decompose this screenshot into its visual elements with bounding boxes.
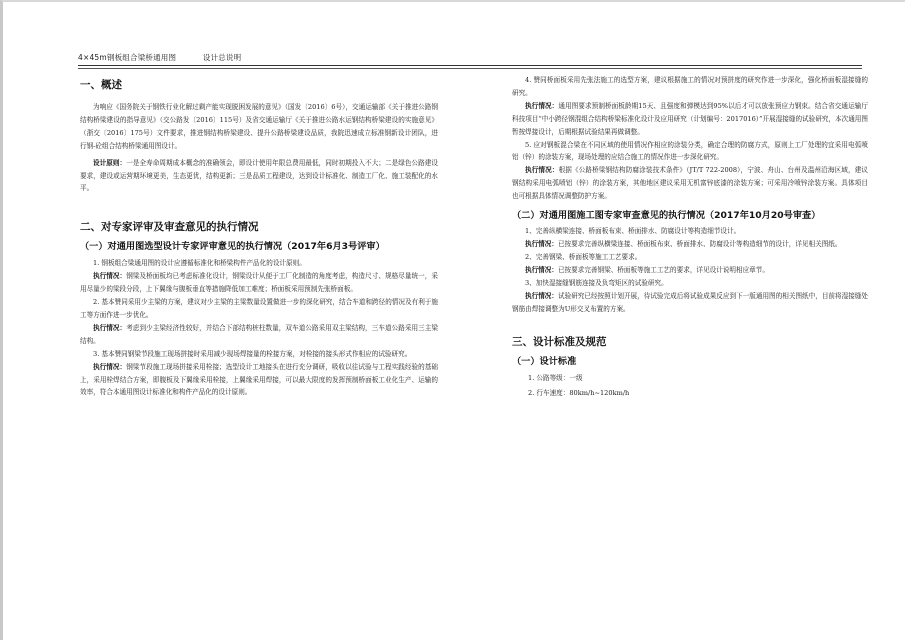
review-item-1-execution [80, 270, 438, 296]
audit-item-2: 2、完善钢梁、桥面板等施工工艺要求。 [525, 252, 642, 261]
header-rule [78, 65, 862, 66]
page-header [78, 52, 265, 63]
review-item-4: 4. 赞同桥面板采用先张法施工的选型方案，建议根据施工的情况对预拼度的研究作进一步深化，强化桥面板湿接缝的研究。 [512, 76, 868, 97]
right-column [512, 74, 868, 400]
audit-item-1-execution [512, 238, 868, 251]
execution-text: 钢梁节段施工现场拼接采用栓接；选型设计工地接头在进行充分调研，吸收以往试验与工程实践经验的基础上，采用栓焊结合方案，即腹板及下翼缘采用栓接，上翼缘采用焊接，可以最大限度的发挥预制桥面板工业化生产、运输的效率，符合本通用图设计标准化和构件产品化的设计原则。 [80, 362, 439, 397]
section-3a-title: （一）设计标准 [512, 356, 577, 368]
review-item-3: 3. 基本赞同钢梁节段施工现场拼接时采用减少现场焊接量的栓接方案，对栓接的接头形式作相应的试验研究。 [93, 349, 412, 358]
header-rule-thin [78, 68, 862, 69]
section-2a-title: （一）对通用图选型设计专家评审意见的执行情况（2017年6月3号评审） [80, 241, 385, 253]
execution-label: 执行情况： [525, 265, 558, 274]
review-item-5: 5. 应对钢板混合梁在不同区域的使用情况作相应的涂装分类，确定合理的防腐方式，原则上工厂处理的宜采用电弧喷铝（锌）的涂装方案，现场处理的应结合施工的情况作进一步深化研究。 [512, 140, 868, 162]
review-item-1: 1. 钢板组合梁通用图的设计应遵循标准化和桥梁构件产品化的设计原则。 [93, 259, 306, 268]
execution-label: 执行情况： [525, 101, 559, 110]
audit-item-1: 1、完善纵横梁连接、桥面板布束、桥面排水、防腐设计等构造细节设计。 [525, 227, 741, 236]
execution-label: 执行情况： [525, 291, 558, 300]
execution-label: 执行情况： [93, 362, 127, 371]
audit-item-3-execution [512, 290, 868, 316]
section-1-title: 一、概述 [80, 79, 122, 91]
review-item-5-execution [512, 164, 868, 203]
section-3-title: 三、设计标准及规范 [512, 336, 607, 349]
audit-item-2-execution [512, 264, 868, 277]
execution-label: 执行情况： [93, 272, 127, 281]
execution-text: 已按要求完善纵横梁连接、桥面板布束、桥面排水、防腐设计等构造细节的设计，详见相关图纸。 [557, 239, 842, 248]
execution-text: 考虑到少主梁经济性较好，并结合下部结构桩柱数量，双车道公路采用双主梁结构，三车道公路采用三主梁结构。 [80, 323, 439, 345]
execution-text: 试验研究已经按照计划开展，待试验完成后将试验成果反应到下一版通用图的相关图纸中，目前将湿接缝处钢筋由焊接调整为U形交叉布置的方案。 [512, 291, 869, 313]
execution-text: 已按要求完善钢梁、桥面板等施工工艺的要求，详见设计说明相应章节。 [557, 265, 769, 274]
execution-text: 根据《公路桥梁钢结构防腐涂装技术条件》（JT/T 722-2008），宁波、舟山、台州及温州沿海区域，建议钢结构采用电弧喷铝（锌）的涂装方案，其他地区建议采用无机富锌底漆的涂装方案；可采用冷喷锌涂装方案。具体项目也可根据具体情况调整防护方案。 [512, 166, 869, 201]
execution-label: 执行情况： [525, 239, 558, 248]
audit-item-3: 3、加快湿接缝钢筋连接及负弯矩区的试验研究。 [525, 278, 668, 287]
execution-text: 通用图要求预制桥面板龄期15天、且强度和弹模达到95%以后才可以放张预应力钢束。结合省交通运输厅科技项目“中小跨径钢混组合结构桥梁标准化设计及应用研究（计划编号：2017016）”开展湿接缝的试验研究，本次通用图暂按焊接设计，后期根据试验结果再做调整。 [512, 101, 869, 136]
section-2-title: 二、对专家评审及审查意见的执行情况 [80, 221, 259, 234]
design-principles-label: 设计原则： [93, 158, 127, 167]
standard-item-2: 2. 行车速度：80km/h~120km/h [528, 389, 630, 398]
review-item-4-execution [512, 100, 868, 139]
left-column [80, 74, 438, 399]
header-doc-title: 设计总说明 [202, 53, 242, 62]
execution-label: 执行情况： [525, 166, 559, 175]
design-principles-paragraph [80, 157, 438, 196]
design-principles-text: 一是全寿命周期成本概念的准确领会，即设计使用年限总费用最低，同时初期投入不大；二是绿色公路建设要求，建设或运营期环境更美，生态更优，结构更新；三是品质工程建设，达到设计标准化、制造工厂化、施工装配化的水平。 [80, 158, 439, 193]
execution-label: 执行情况： [93, 323, 127, 332]
review-item-2-execution [80, 322, 438, 348]
execution-text: 钢梁及桥面板均已考虑标准化设计，钢梁设计从便于工厂化制造的角度考虑，构造尺寸、规格尽量统一，采用尽量少的梁段分段，上下翼缘与腹板垂直等措施降低加工难度；桥面板采用预制先张桥面板。 [80, 272, 439, 294]
standard-item-1: 1. 公路等级：一级 [528, 374, 583, 383]
review-item-3-execution [80, 361, 438, 400]
review-item-2: 2. 基本赞同采用少主梁的方案，建议对少主梁的主梁数量设置做进一步的深化研究，结合车道和跨径的情况及有利于施工等方面作进一步优化。 [80, 298, 438, 319]
section-2b-title: （二）对通用图施工图专家审查意见的执行情况（2017年10月20号审查） [512, 210, 821, 222]
header-project-title: 4×45m钢板组合梁桥通用图 [78, 53, 177, 62]
overview-paragraph: 为响应《国务院关于钢铁行业化解过剩产能实现脱困发展的意见》（国发〔2016〕6号），交通运输部《关于推进公路钢结构桥梁建设的指导意见》（交公路发〔2016〕115号）及省交通运输厅《关于推进公路水运钢结构桥梁建设的实施意见》（浙交〔2016〕175号）文件要求，推进钢结构桥梁建设、提升公路桥梁建设品质，我院迅速成立标准钢新设计团队，进行钢-砼组合结构桥梁通用图设计。 [80, 103, 438, 150]
